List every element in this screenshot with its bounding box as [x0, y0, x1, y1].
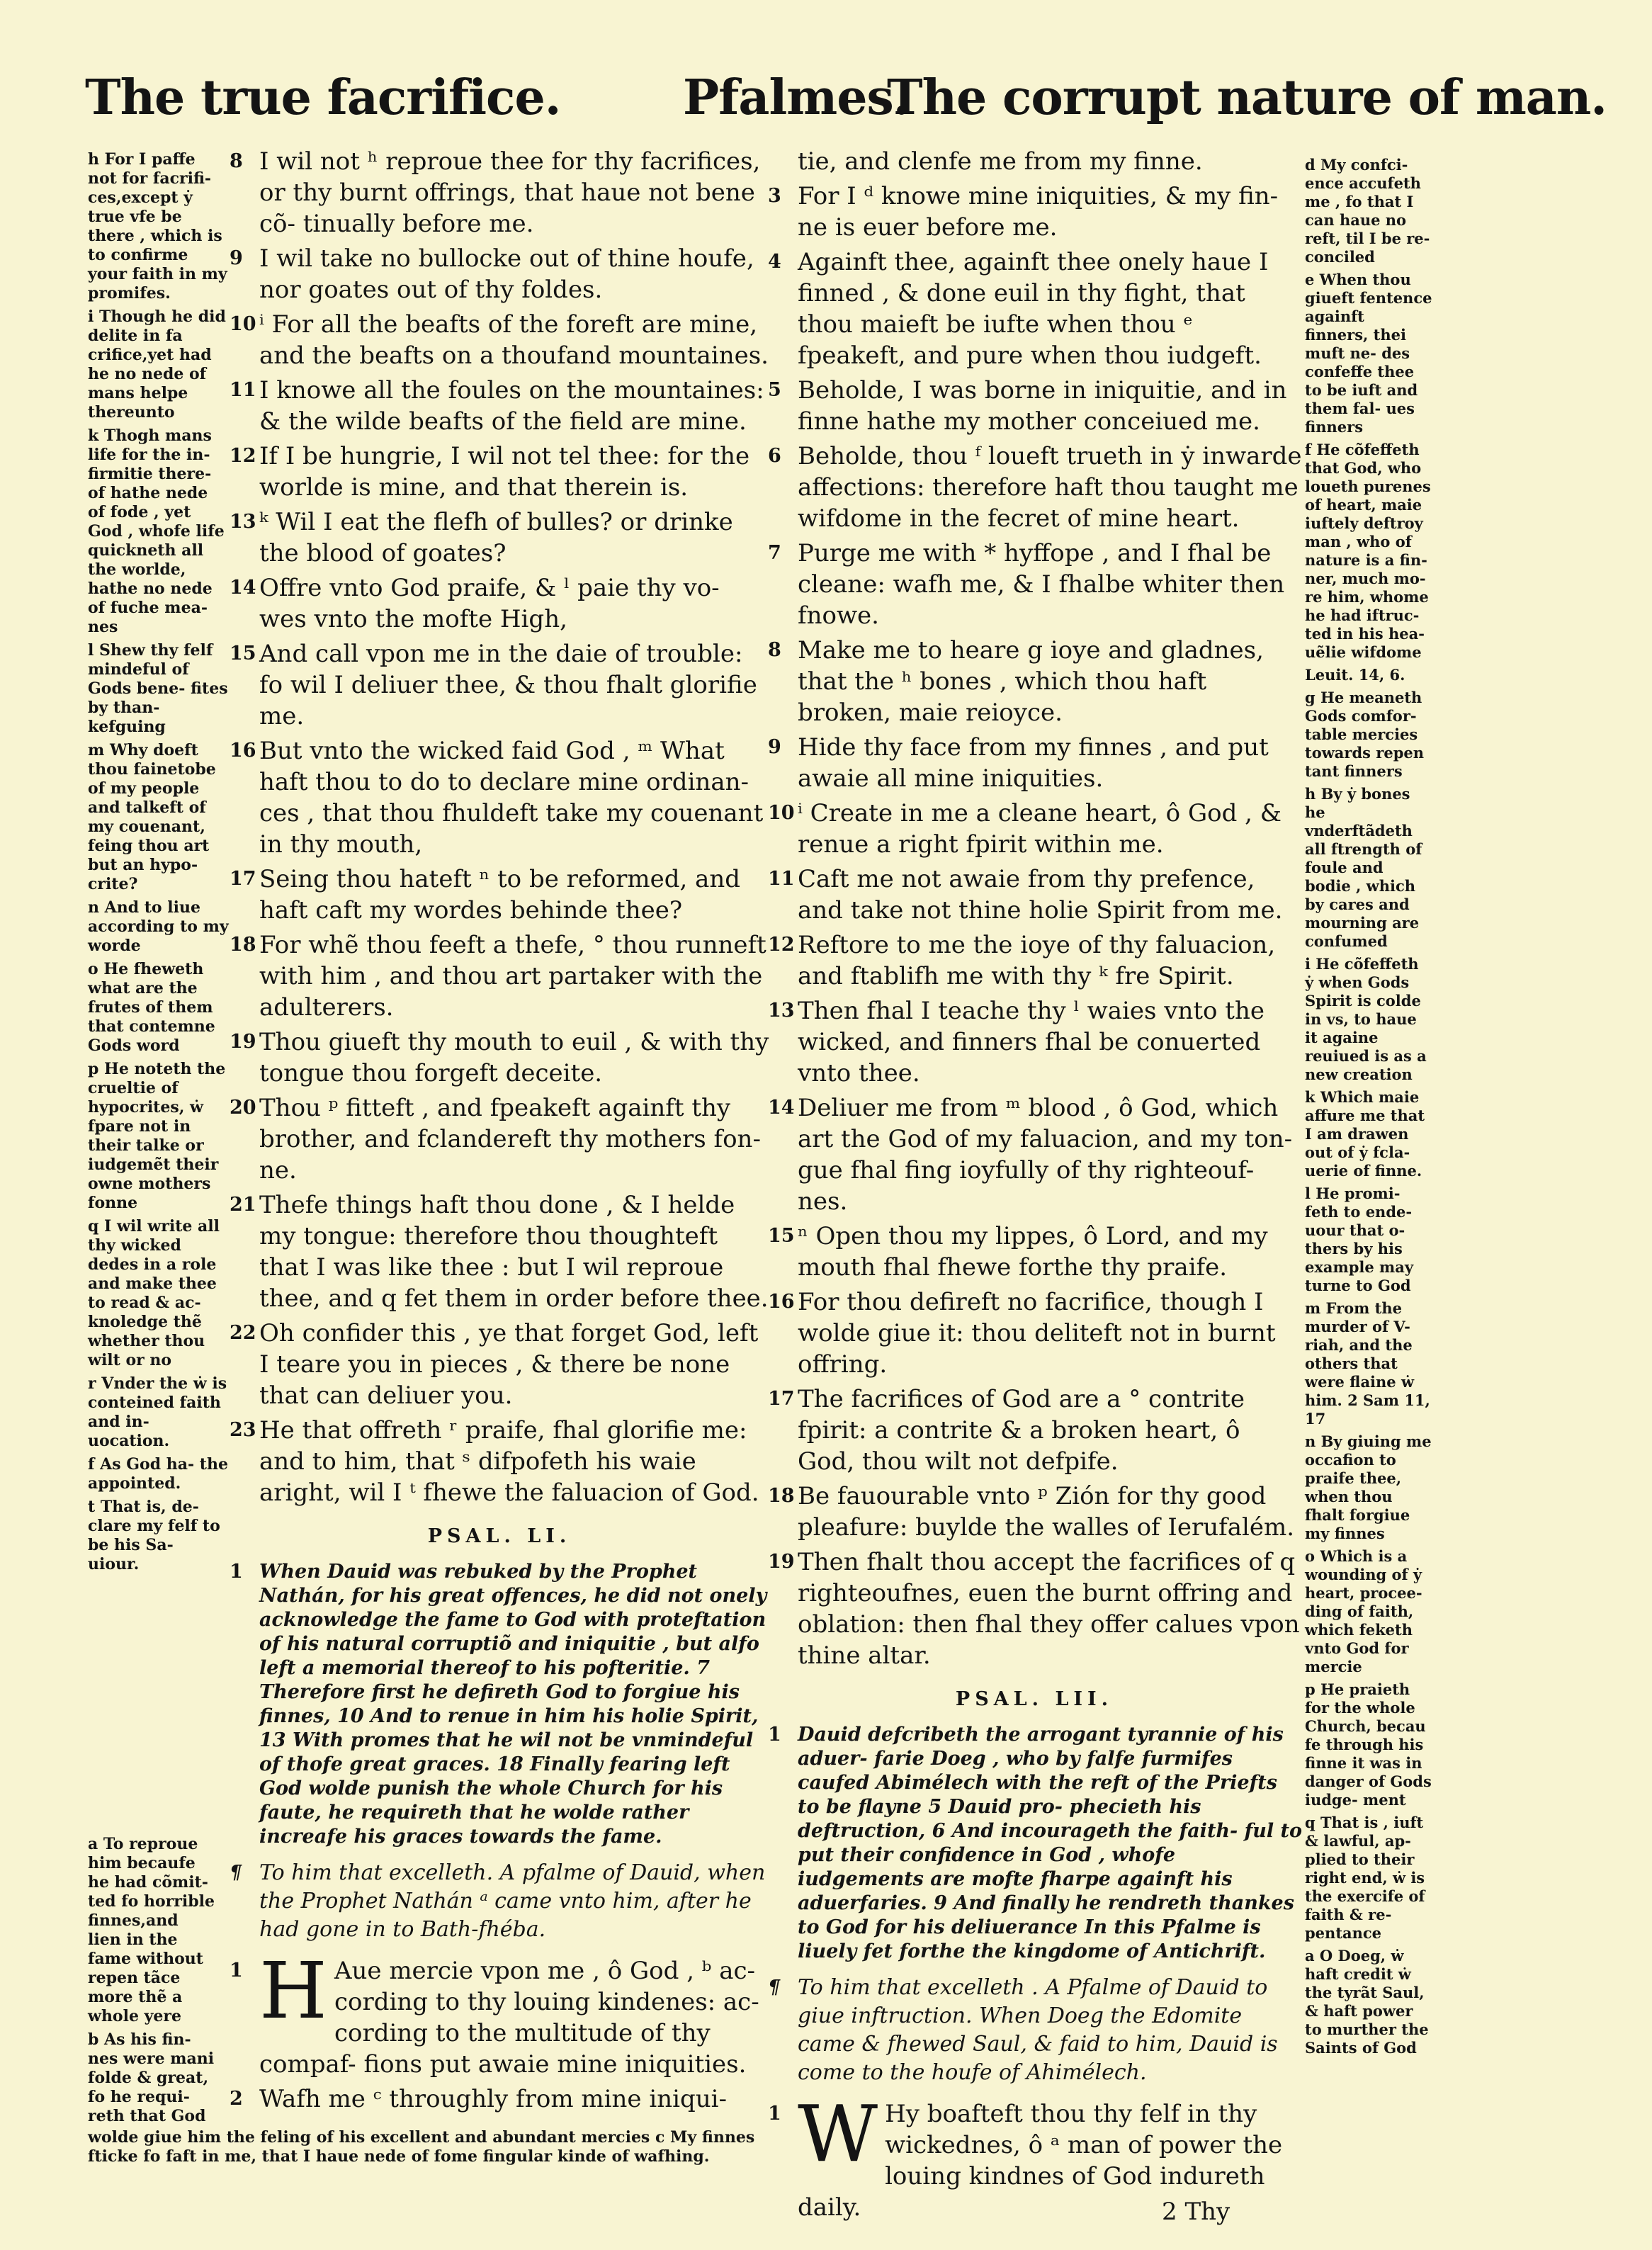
verse-number: 22 — [230, 1322, 256, 1344]
verse — [227, 1092, 772, 1186]
verse-text: Make me to heare g ioye and gladnes, that the ʰ bones , which thou haft broken, maie reioyce. — [798, 636, 1264, 727]
verse — [227, 146, 772, 239]
psalm-51-heading: PSAL. LI. — [427, 1525, 572, 1547]
margin-note: d My confci- ence accufeth me , fo that I can haue no reft, til I be re- conciled — [1305, 156, 1430, 266]
verse-number: 14 — [230, 577, 256, 599]
left-margin-notes-lower — [88, 1835, 215, 2130]
verse — [765, 247, 1303, 371]
verse — [227, 375, 772, 437]
margin-note: o Which is a wounding of ẏ heart, procee- ding of faith, which feketh vnto God for mercie — [1305, 1547, 1422, 1675]
verse-number: 10 — [230, 313, 256, 335]
verse — [227, 638, 772, 732]
verse-1 — [227, 1945, 772, 2080]
margin-note: m From the murder of V- riah, and the others that were flaine ẇ him. 2 Sam 11, 17 — [1305, 1299, 1430, 1428]
margin-note: q That is , iuft & lawful, ap- plied to their right end, ẇ is the exercife of faith & re- pentance — [1305, 1814, 1425, 1942]
verse — [227, 864, 772, 926]
verse-number: 3 — [768, 185, 781, 207]
argument-text: When Dauid was rebuked by the Prophet Nathán, for his great offences, he did not onely acknowledge the fame to God with proteftation of his natural corruptiõ and iniquitie , but alfo left a memorial thereof to his pofteritie. 7 Therefore first he defireth God to forgiue his finnes, 10 And to renue in him his holie Spirit, 13 With promes that he wil not be vnmindeful of thofe great graces. 18 Finally fearing left God wolde punish the whole Church for his faute, he requireth that he wolde rather increafe his graces towards the fame. — [259, 1561, 767, 1848]
drop-cap: W — [798, 2088, 878, 2179]
verse — [227, 243, 772, 305]
verse-number: 2 — [230, 2088, 243, 2110]
margin-note: Leuit. 14, 6. — [1305, 666, 1405, 684]
verse — [227, 507, 772, 569]
verse-text: The facrifices of God are a ° contrite fpirit: a contrite & a broken heart, ô God, thou wilt not defpife. — [798, 1385, 1245, 1476]
verse-number: 23 — [230, 1419, 256, 1441]
verse-number: 19 — [768, 1551, 795, 1573]
margin-note: a To reproue him becaufe he had cõmit- ted fo horrible finnes,and lien in the fame without repen tãce more thẽ a whole yere — [88, 1835, 215, 2025]
verse — [765, 635, 1303, 728]
verse — [227, 309, 772, 371]
header-book: Pfalmes. — [683, 69, 910, 126]
verse-text: Seing thou hateft ⁿ to be reformed, and haft caft my wordes behinde thee? — [259, 865, 741, 925]
verse — [765, 864, 1303, 926]
margin-note: h By ẏ bones he vnderftãdeth all ftrength of foule and bodie , which by cares and mourning are confumed — [1305, 785, 1422, 950]
verse — [765, 995, 1303, 1089]
verse — [227, 572, 772, 635]
margin-note: o He fheweth what are the frutes of them that contemne Gods word — [88, 960, 215, 1055]
verse-text: And call vpon me in the daie of trouble: fo wil I deliuer thee, & thou fhalt glorifie me. — [259, 640, 757, 730]
verse — [227, 929, 772, 1023]
margin-note: i He cõfeffeth ẏ when Gods Spirit is colde in vs, to haue it againe reuiued is as a new creation — [1305, 955, 1427, 1083]
verse-number: 18 — [768, 1485, 795, 1507]
verse-number: 21 — [230, 1194, 256, 1216]
margin-note: i Though he did delite in fa crifice,yet had he no nede of mans helpe thereunto — [88, 307, 226, 422]
verse — [765, 798, 1303, 860]
margin-note: b As his fin- nes were mani folde & great, fo he requi- reth that God — [88, 2030, 215, 2125]
pilcrow: ¶ — [768, 1977, 781, 1999]
verse — [765, 1547, 1303, 1671]
margin-note: l He promi- feth to ende- uour that o- thers by his example may turne to God — [1305, 1185, 1414, 1294]
margin-note: g He meaneth Gods comfor- table mercies towards repen tant finners — [1305, 689, 1425, 780]
margin-note: r Vnder the ẇ is conteined faith and in- uocation. — [88, 1374, 227, 1450]
verse — [765, 1481, 1303, 1543]
verse — [765, 1221, 1303, 1283]
verse-number: 1 — [230, 1960, 243, 1982]
verse — [765, 1092, 1303, 1217]
verse-2 — [227, 2084, 772, 2115]
verse-text: Wafh me ᶜ throughly from mine iniqui- — [259, 2085, 727, 2113]
verse-number: 19 — [230, 1031, 256, 1053]
margin-note: n By giuing me occafion to praife thee, when thou fhalt forgiue my finnes — [1305, 1432, 1432, 1542]
bottom-note: wolde giue him the feling of his excellent and abundant mercies c My finnes fticke fo faft in me, that I haue nede of fome fingular kinde of wafhing. — [88, 2128, 755, 2166]
verse-text: Oh confider this , ye that forget God, left I teare you in pieces , & there be none that can deliuer you. — [259, 1319, 759, 1410]
right-margin-notes — [1305, 156, 1432, 2062]
verse-text: Againft thee, againft thee onely haue I finned , & done euil in thy fight, that thou maieft be iufte when thou ᵉ fpeakeft, and pure when thou iudgeft. — [798, 248, 1269, 370]
header-left: The true facrifice. — [85, 69, 561, 126]
margin-note: a O Doeg, ẇ haft credit ẇ the tyrãt Saul, & haft power to murther the Saints of God — [1305, 1947, 1429, 2057]
verse-number: 16 — [768, 1291, 795, 1313]
margin-note: h For I paffe not for facrifi- ces,except ẏ true vfe be there , which is to confirme your faith in my promifes. — [88, 150, 227, 303]
verse-number: 8 — [230, 150, 243, 172]
verse-text: tie, and clenfe me from my finne. — [798, 147, 1203, 176]
verse-text: Then fhalt thou accept the facrifices of q righteoufnes, euen the burnt offring and oblation: then fhal they offer calues vpon thine altar. — [798, 1548, 1300, 1670]
verse-text: Reftore to me the ioye of thy faluacion, and ftablifh me with thy ᵏ fre Spirit. — [798, 931, 1276, 990]
verse-text: I knowe all the foules on the mountaines: & the wilde beafts of the field are mine. — [259, 376, 764, 436]
psalm-52-argument — [765, 1723, 1303, 1964]
verse-text: Caft me not awaie from thy prefence, and take not thine holie Spirit from me. — [798, 865, 1283, 925]
argument-number: 1 — [768, 1724, 781, 1746]
margin-note: k Which maie affure me that I am drawen out of ẏ fcla- uerie of finne. — [1305, 1088, 1425, 1180]
verse-number: 12 — [768, 934, 795, 956]
verse-text: He that offreth ʳ praife, fhal glorifie me: and to him, that ˢ difpofeth his waie aright, wil I ᵗ fhewe the faluacion of God. — [259, 1416, 759, 1507]
verse-number: 6 — [768, 445, 781, 467]
psalm-52-title — [765, 1974, 1303, 2087]
margin-note: m Why doeft thou fainetobe of my people and talkeft of my couenant, feing thou art but an hypo- crite? — [88, 741, 216, 893]
verse-text: Be fauourable vnto ᵖ Zión for thy good pleafure: buylde the walles of Ierufalém. — [798, 1482, 1295, 1542]
verse-text: ⁿ Open thou my lippes, ô Lord, and my mouth fhal fhewe forthe thy praife. — [798, 1222, 1268, 1282]
verse-number: 9 — [230, 247, 243, 269]
verse-text: Hide thy face from my finnes , and put awaie all mine iniquities. — [798, 733, 1269, 793]
psalm-52-heading: PSAL. LII. — [955, 1688, 1114, 1710]
verse-text: ⁱ Create in me a cleane heart, ô God , & renue a right fpirit within me. — [798, 799, 1282, 859]
verse-text: ᵏ Wil I eat the flefh of bulles? or drinke the blood of goates? — [259, 508, 733, 567]
verse — [765, 732, 1303, 794]
margin-note: n And to liue according to my worde — [88, 898, 229, 955]
verse — [227, 1415, 772, 1508]
verse-text: For whẽ thou feeft a thefe, ° thou runneft with him , and thou art partaker with the adulterers. — [259, 931, 766, 1022]
verse-number: 5 — [768, 379, 781, 401]
verse — [765, 146, 1303, 177]
text-column-left — [227, 146, 772, 2118]
verse-number: 10 — [768, 802, 795, 824]
pilcrow: ¶ — [230, 1862, 242, 1884]
title-text: To him that excelleth . A Pfalme of Dauid to giue inftruction. When Doeg the Edomite came & fhewed Saul, & faid to him, Dauid is come to the houfe of Ahimélech. — [798, 1975, 1278, 2085]
verse-text: Beholde, thou ᶠ loueft trueth in ẏ inwarde affections: therefore haft thou taught me wifdome in the fecret of mine heart. — [798, 442, 1302, 533]
verse — [765, 181, 1303, 243]
verse-number: 12 — [230, 445, 256, 467]
verse-text: If I be hungrie, I wil not tel thee: for the worlde is mine, and that therein is. — [259, 442, 750, 502]
verse-number: 17 — [768, 1388, 795, 1410]
argument-text: Dauid defcribeth the arrogant tyrannie of his aduer- farie Doeg , who by falfe furmifes caufed Abimélech with the reft of the Priefts to be flayne 5 Dauid pro- phecieth his deftruction, 6 And incourageth the faith- ful to put their confidence in God , whofe iudgements are mofte fharpe againft his aduerfaries. 9 And finally he rendreth thankes to God for his deliuerance In this Pfalme is liuely fet forthe the kingdome of Antichrift. — [798, 1724, 1303, 1962]
verse-number: 18 — [230, 934, 256, 956]
margin-note: l Shew thy felf mindeful of Gods bene- fites by than- kefguing — [88, 641, 228, 736]
psalm-51-argument — [227, 1560, 772, 1849]
verse — [227, 441, 772, 503]
verse-text: I wil not ʰ reproue thee for thy facrifices, or thy burnt offrings, that haue not bene cõ- tinually before me. — [259, 147, 761, 238]
verse-text: Beholde, I was borne in iniquitie, and in finne hathe my mother conceiued me. — [798, 376, 1287, 436]
verse-text: ⁱ For all the beafts of the foreft are mine, and the beafts on a thoufand mountaines. — [259, 310, 769, 370]
margin-note: k Thogh mans life for the in- firmitie there- of hathe nede of fode , yet God , whofe life quickneth all the worlde, hathe no nede of fuche mea- nes — [88, 426, 225, 636]
verse-text: Thou ᵖ fitteft , and fpeakeft againft thy brother, and fclandereft thy mothers fon- ne. — [259, 1094, 761, 1185]
verse-number: 7 — [768, 542, 781, 564]
verse — [227, 1318, 772, 1411]
verse — [765, 441, 1303, 534]
verse-number: 11 — [230, 379, 256, 401]
verse-number: 9 — [768, 736, 781, 758]
verse — [227, 1189, 772, 1314]
catchword: 2 Thy — [1162, 2198, 1230, 2226]
verse-number: 16 — [230, 740, 256, 762]
verse-number: 1 — [768, 2103, 781, 2125]
verse-number: 15 — [230, 643, 256, 665]
verse-number: 17 — [230, 868, 256, 890]
verse-number: 15 — [768, 1225, 795, 1247]
verse — [765, 1384, 1303, 1477]
verse — [765, 538, 1303, 631]
verse-text: Aue mercie vpon me , ô God , ᵇ ac- cording to thy louing kindenes: ac- cording to the multitude of thy compaf- fions put awaie mine iniquities. — [259, 1957, 759, 2079]
verse-text: Hy boafteft thou thy felf in thy wickednes, ô ᵃ man of power the louing kindnes of God indureth daily. — [798, 2100, 1283, 2222]
verse-number: 8 — [768, 639, 781, 661]
verse-text: Then fhal I teache thy ˡ waies vnto the wicked, and finners fhal be conuerted vnto thee. — [798, 997, 1265, 1087]
text-column-right — [765, 146, 1303, 2227]
verse-text: Deliuer me from ᵐ blood , ô God, which art the God of my faluacion, and my ton- gue fhal fing ioyfully of thy righteouf- nes. — [798, 1094, 1293, 1216]
verse — [765, 1287, 1303, 1380]
margin-note: q I wil write all thy wicked dedes in a role and make thee to read & ac- knoledge thẽ whether thou wilt or no — [88, 1217, 220, 1369]
verse-text: For thou defireft no facrifice, though I wolde giue it: thou deliteft not in burnt offring. — [798, 1288, 1276, 1379]
verse — [765, 375, 1303, 437]
drop-cap: H — [259, 1945, 327, 2036]
margin-note: t That is, de- clare my felf to be his Sa- uiour. — [88, 1498, 220, 1573]
verse — [227, 1027, 772, 1089]
margin-note: p He noteth the crueltie of hypocrites, ẇ fpare not in their talke or iudgemẽt their owne mothers fonne — [88, 1060, 226, 1212]
verse-text: I wil take no bullocke out of thine houfe, nor goates out of thy foldes. — [259, 244, 754, 304]
verse-text: Thou giueft thy mouth to euil , & with thy tongue thou forgeft deceite. — [259, 1028, 769, 1087]
verse-number: 13 — [230, 511, 256, 533]
verse-number: 11 — [768, 868, 795, 890]
argument-number: 1 — [230, 1561, 243, 1583]
margin-note: e When thou giueft fentence againft finners, thei muft ne- des confeffe thee to be iuft and them fal- ues finners — [1305, 271, 1432, 436]
verse — [227, 735, 772, 860]
psalm-51-title — [227, 1859, 772, 1944]
verse-text: Thefe things haft thou done , & I helde my tongue: therefore thou thoughteft that I was like thee : but I wil reproue thee, and q fet them in order before thee. — [259, 1191, 769, 1313]
running-header — [85, 69, 1607, 140]
verse-number: 13 — [768, 1000, 795, 1022]
header-right: The corrupt nature of man. — [887, 69, 1607, 126]
verse — [765, 929, 1303, 992]
verse-text: Purge me with * hyffope , and I fhal be cleane: wafh me, & I fhalbe whiter then fnowe. — [798, 539, 1285, 630]
verse-text: Offre vnto God praife, & ˡ paie thy vo- wes vnto the mofte High, — [259, 574, 720, 633]
verse-text: But vnto the wicked faid God , ᵐ What haft thou to do to declare mine ordinan- ces , that thou fhuldeft take my couenant in thy mouth, — [259, 737, 764, 859]
verse-text: For I ᵈ knowe mine iniquities, & my fin- ne is euer before me. — [798, 182, 1279, 242]
margin-note: p He praieth for the whole Church, becau fe through his finne it was in danger of Gods iudge- ment — [1305, 1680, 1432, 1809]
margin-note: f As God ha- the appointed. — [88, 1455, 228, 1493]
left-margin-notes — [88, 150, 230, 1578]
margin-note: f He cõfeffeth that God, who loueth purenes of heart, maie iuftely deftroy man , who of nature is a fin- ner, much mo- re him, whome he had iftruc- ted in his hea- uẽlie wifdome — [1305, 441, 1431, 661]
verse-number: 4 — [768, 251, 781, 273]
title-text: To him that excelleth. A pfalme of Dauid, when the Prophet Nathán ᵃ came vnto him, after he had gone in to Bath-fhéba. — [259, 1860, 766, 1942]
verse-number: 20 — [230, 1097, 256, 1119]
verse-number: 14 — [768, 1097, 795, 1119]
